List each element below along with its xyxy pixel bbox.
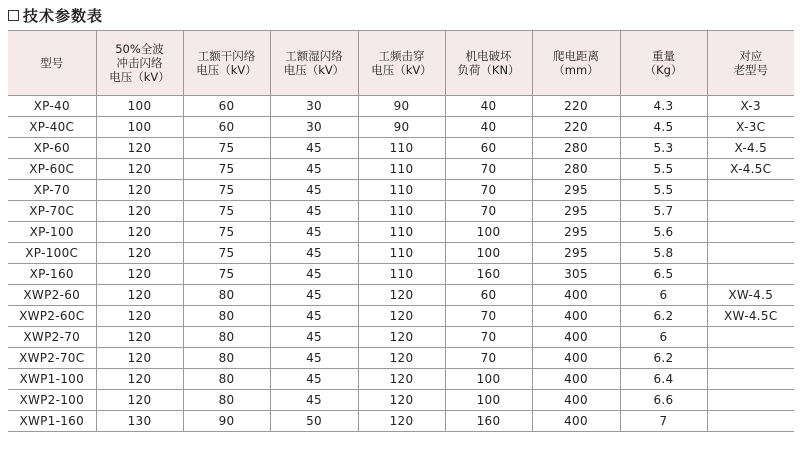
cell-model: XP-70C	[8, 201, 96, 222]
table-row	[8, 117, 794, 138]
cell-failing-load: 70	[445, 306, 532, 327]
cell-weight: 5.3	[620, 138, 707, 159]
cell-failing-load: 100	[445, 390, 532, 411]
cell-creepage-distance: 220	[532, 117, 620, 138]
table-row	[8, 369, 794, 390]
cell-dry-flashover: 60	[183, 117, 270, 138]
cell-failing-load: 40	[445, 117, 532, 138]
cell-wet-flashover: 30	[270, 117, 358, 138]
cell-old-model: X-3C	[707, 117, 794, 138]
cell-old-model: XW-4.5C	[707, 306, 794, 327]
cell-weight: 4.5	[620, 117, 707, 138]
cell-dry-flashover: 75	[183, 222, 270, 243]
cell-failing-load: 160	[445, 264, 532, 285]
cell-impulse-voltage: 120	[96, 306, 183, 327]
cell-wet-flashover: 45	[270, 369, 358, 390]
checkbox-square-icon	[8, 10, 19, 21]
header-cell-wet-flashover: 工额湿闪络 电压（kV）	[270, 31, 358, 96]
table-row	[8, 411, 794, 432]
cell-creepage-distance: 400	[532, 369, 620, 390]
cell-wet-flashover: 45	[270, 243, 358, 264]
cell-wet-flashover: 30	[270, 96, 358, 117]
cell-breakdown-voltage: 120	[358, 285, 445, 306]
cell-failing-load: 60	[445, 138, 532, 159]
cell-creepage-distance: 295	[532, 201, 620, 222]
cell-weight: 6.4	[620, 369, 707, 390]
cell-impulse-voltage: 120	[96, 348, 183, 369]
cell-dry-flashover: 75	[183, 201, 270, 222]
cell-failing-load: 40	[445, 96, 532, 117]
cell-old-model	[707, 348, 794, 369]
table-row	[8, 138, 794, 159]
cell-wet-flashover: 45	[270, 159, 358, 180]
cell-impulse-voltage: 120	[96, 180, 183, 201]
cell-old-model	[707, 201, 794, 222]
cell-model: XP-40C	[8, 117, 96, 138]
cell-breakdown-voltage: 110	[358, 243, 445, 264]
cell-breakdown-voltage: 120	[358, 327, 445, 348]
cell-old-model	[707, 243, 794, 264]
cell-old-model	[707, 264, 794, 285]
cell-weight: 6.5	[620, 264, 707, 285]
spec-table	[8, 30, 794, 432]
cell-weight: 6.2	[620, 306, 707, 327]
cell-failing-load: 100	[445, 243, 532, 264]
cell-failing-load: 70	[445, 180, 532, 201]
cell-impulse-voltage: 100	[96, 117, 183, 138]
header-cell-model: 型号	[8, 31, 96, 96]
cell-failing-load: 100	[445, 222, 532, 243]
table-row	[8, 264, 794, 285]
cell-model: XP-100	[8, 222, 96, 243]
cell-weight: 5.5	[620, 159, 707, 180]
cell-impulse-voltage: 120	[96, 264, 183, 285]
cell-weight: 5.6	[620, 222, 707, 243]
page-title: 技术参数表	[23, 6, 104, 25]
cell-weight: 6.6	[620, 390, 707, 411]
cell-creepage-distance: 220	[532, 96, 620, 117]
cell-breakdown-voltage: 90	[358, 117, 445, 138]
cell-old-model	[707, 390, 794, 411]
cell-impulse-voltage: 120	[96, 369, 183, 390]
cell-dry-flashover: 90	[183, 411, 270, 432]
cell-impulse-voltage: 120	[96, 243, 183, 264]
header-cell-old-model: 对应 老型号	[707, 31, 794, 96]
cell-model: XWP2-70	[8, 327, 96, 348]
cell-weight: 6.2	[620, 348, 707, 369]
cell-creepage-distance: 295	[532, 222, 620, 243]
cell-creepage-distance: 400	[532, 306, 620, 327]
cell-model: XWP1-160	[8, 411, 96, 432]
cell-dry-flashover: 75	[183, 264, 270, 285]
cell-dry-flashover: 60	[183, 96, 270, 117]
cell-impulse-voltage: 120	[96, 159, 183, 180]
cell-creepage-distance: 295	[532, 180, 620, 201]
cell-wet-flashover: 45	[270, 348, 358, 369]
cell-impulse-voltage: 120	[96, 222, 183, 243]
cell-old-model	[707, 180, 794, 201]
cell-old-model: XW-4.5	[707, 285, 794, 306]
header-cell-dry-flashover: 工额干闪络 电压（kV）	[183, 31, 270, 96]
cell-breakdown-voltage: 120	[358, 348, 445, 369]
cell-old-model	[707, 327, 794, 348]
cell-breakdown-voltage: 120	[358, 390, 445, 411]
cell-breakdown-voltage: 120	[358, 369, 445, 390]
cell-dry-flashover: 75	[183, 159, 270, 180]
cell-impulse-voltage: 130	[96, 411, 183, 432]
table-header-row	[8, 31, 794, 96]
cell-impulse-voltage: 100	[96, 96, 183, 117]
cell-wet-flashover: 45	[270, 201, 358, 222]
cell-breakdown-voltage: 110	[358, 159, 445, 180]
cell-weight: 7	[620, 411, 707, 432]
cell-old-model: X-4.5	[707, 138, 794, 159]
cell-creepage-distance: 400	[532, 390, 620, 411]
table-row	[8, 243, 794, 264]
cell-weight: 5.8	[620, 243, 707, 264]
table-row	[8, 348, 794, 369]
table-row	[8, 306, 794, 327]
cell-dry-flashover: 80	[183, 369, 270, 390]
header-cell-failing-load: 机电破坏 负荷（KN）	[445, 31, 532, 96]
cell-model: XP-100C	[8, 243, 96, 264]
cell-impulse-voltage: 120	[96, 285, 183, 306]
cell-failing-load: 70	[445, 327, 532, 348]
cell-wet-flashover: 45	[270, 327, 358, 348]
table-row	[8, 285, 794, 306]
cell-old-model	[707, 369, 794, 390]
cell-wet-flashover: 45	[270, 390, 358, 411]
cell-wet-flashover: 45	[270, 222, 358, 243]
cell-impulse-voltage: 120	[96, 390, 183, 411]
table-row	[8, 201, 794, 222]
cell-model: XP-60	[8, 138, 96, 159]
cell-wet-flashover: 45	[270, 180, 358, 201]
cell-wet-flashover: 45	[270, 306, 358, 327]
cell-model: XP-40	[8, 96, 96, 117]
cell-dry-flashover: 75	[183, 138, 270, 159]
cell-weight: 5.7	[620, 201, 707, 222]
cell-old-model	[707, 222, 794, 243]
cell-dry-flashover: 80	[183, 306, 270, 327]
cell-dry-flashover: 80	[183, 285, 270, 306]
cell-wet-flashover: 45	[270, 138, 358, 159]
cell-creepage-distance: 280	[532, 159, 620, 180]
cell-dry-flashover: 80	[183, 390, 270, 411]
section-heading	[8, 4, 103, 26]
cell-weight: 6	[620, 285, 707, 306]
cell-breakdown-voltage: 120	[358, 306, 445, 327]
cell-wet-flashover: 45	[270, 285, 358, 306]
cell-dry-flashover: 75	[183, 180, 270, 201]
cell-model: XWP1-100	[8, 369, 96, 390]
cell-breakdown-voltage: 110	[358, 201, 445, 222]
cell-creepage-distance: 305	[532, 264, 620, 285]
cell-old-model: X-3	[707, 96, 794, 117]
cell-creepage-distance: 400	[532, 327, 620, 348]
cell-model: XWP2-100	[8, 390, 96, 411]
cell-failing-load: 100	[445, 369, 532, 390]
table-row	[8, 222, 794, 243]
cell-failing-load: 70	[445, 348, 532, 369]
cell-breakdown-voltage: 110	[358, 222, 445, 243]
cell-creepage-distance: 400	[532, 411, 620, 432]
cell-creepage-distance: 400	[532, 285, 620, 306]
header-cell-breakdown-voltage: 工频击穿 电压（kV）	[358, 31, 445, 96]
cell-model: XWP2-60	[8, 285, 96, 306]
header-cell-creepage-distance: 爬电距离 （mm）	[532, 31, 620, 96]
cell-weight: 6	[620, 327, 707, 348]
table-row	[8, 390, 794, 411]
cell-dry-flashover: 80	[183, 348, 270, 369]
cell-model: XP-60C	[8, 159, 96, 180]
cell-breakdown-voltage: 110	[358, 138, 445, 159]
cell-dry-flashover: 75	[183, 243, 270, 264]
cell-model: XWP2-60C	[8, 306, 96, 327]
cell-old-model	[707, 411, 794, 432]
header-cell-impulse-voltage: 50%全波 冲击闪络 电压（kV）	[96, 31, 183, 96]
cell-breakdown-voltage: 120	[358, 411, 445, 432]
cell-wet-flashover: 45	[270, 264, 358, 285]
cell-model: XP-70	[8, 180, 96, 201]
cell-creepage-distance: 280	[532, 138, 620, 159]
cell-model: XWP2-70C	[8, 348, 96, 369]
header-cell-weight: 重量 （Kg）	[620, 31, 707, 96]
cell-weight: 5.5	[620, 180, 707, 201]
cell-impulse-voltage: 120	[96, 327, 183, 348]
cell-impulse-voltage: 120	[96, 201, 183, 222]
cell-failing-load: 70	[445, 159, 532, 180]
table-body	[8, 96, 794, 432]
cell-failing-load: 70	[445, 201, 532, 222]
cell-dry-flashover: 80	[183, 327, 270, 348]
table-row	[8, 96, 794, 117]
cell-failing-load: 60	[445, 285, 532, 306]
cell-weight: 4.3	[620, 96, 707, 117]
cell-breakdown-voltage: 110	[358, 264, 445, 285]
table-row	[8, 327, 794, 348]
table-row	[8, 159, 794, 180]
table-row	[8, 180, 794, 201]
cell-wet-flashover: 50	[270, 411, 358, 432]
cell-failing-load: 160	[445, 411, 532, 432]
cell-impulse-voltage: 120	[96, 138, 183, 159]
cell-creepage-distance: 400	[532, 348, 620, 369]
cell-old-model: X-4.5C	[707, 159, 794, 180]
cell-breakdown-voltage: 110	[358, 180, 445, 201]
cell-model: XP-160	[8, 264, 96, 285]
cell-creepage-distance: 295	[532, 243, 620, 264]
cell-breakdown-voltage: 90	[358, 96, 445, 117]
